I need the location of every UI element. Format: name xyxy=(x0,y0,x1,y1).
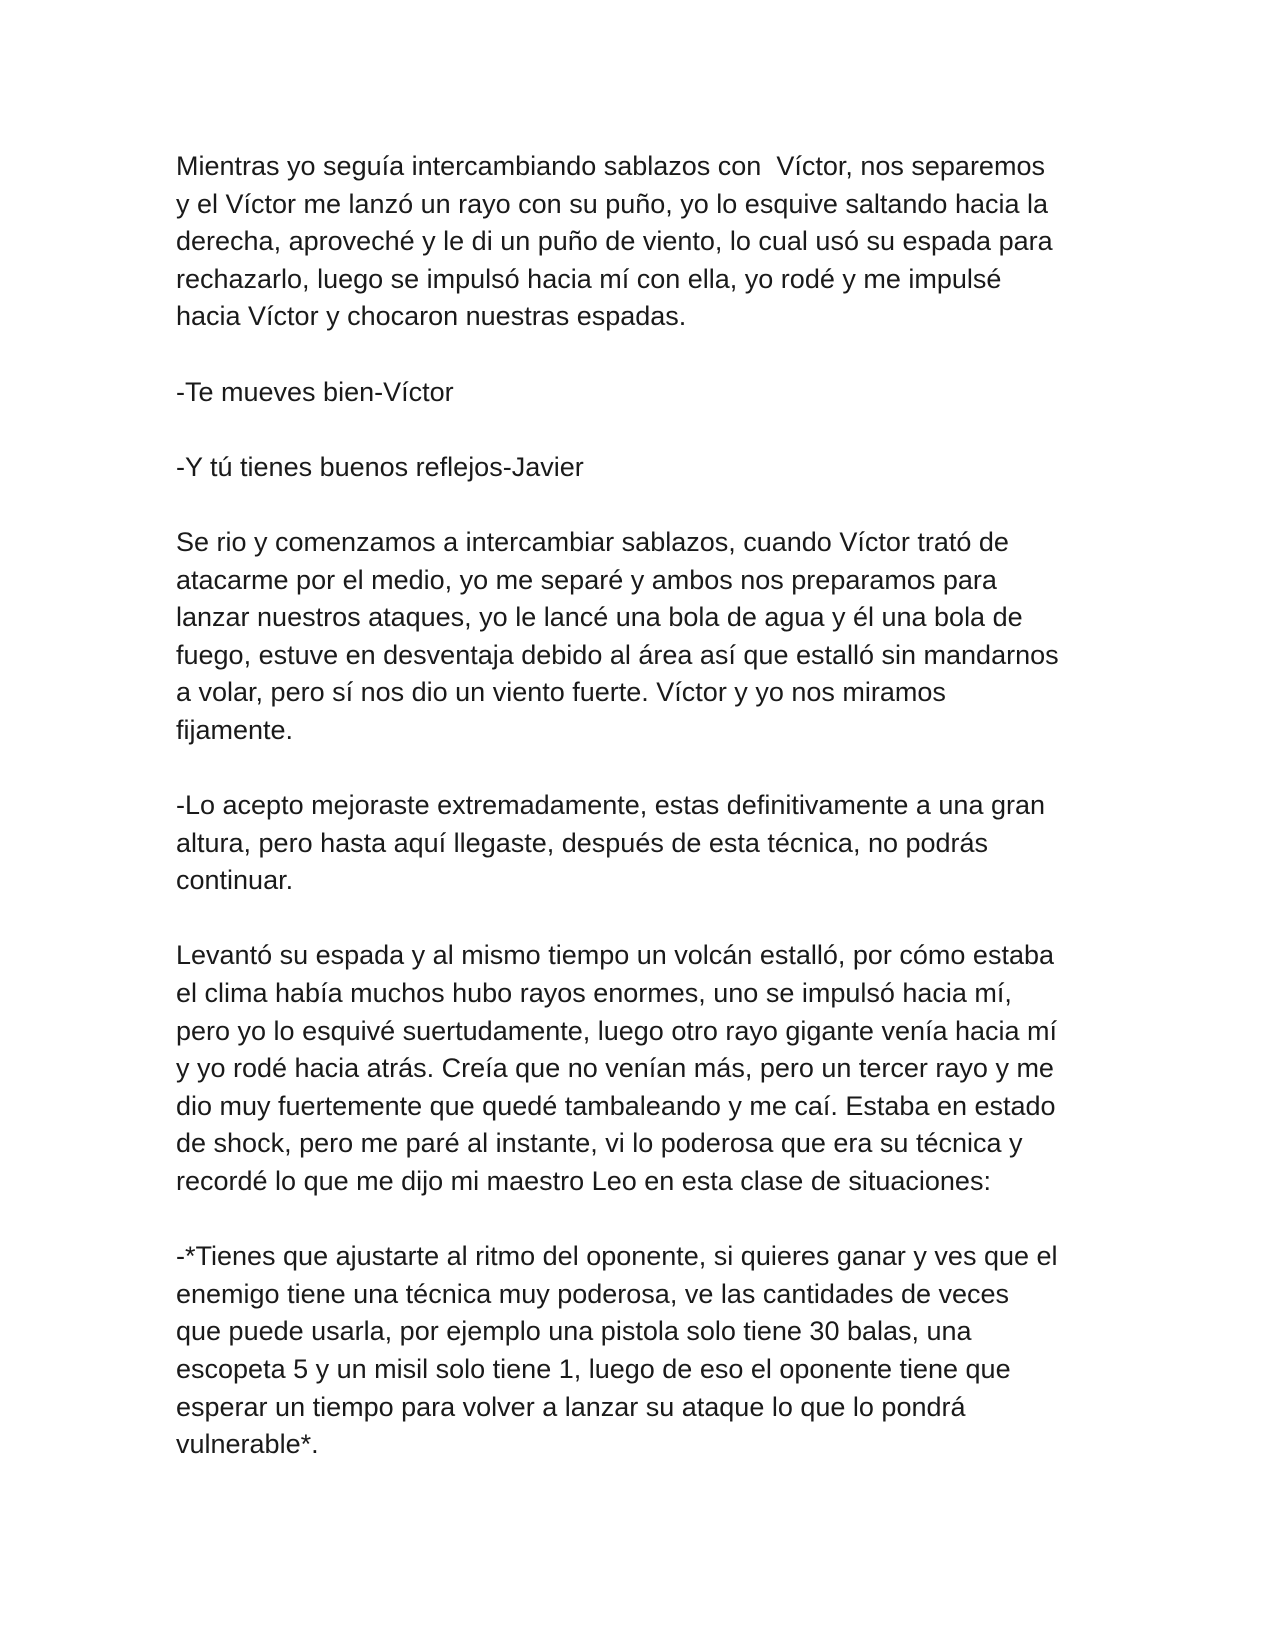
text-line: -Te mueves bien-Víctor xyxy=(176,376,454,407)
text-line: recordé lo que me dijo mi maestro Leo en esta clase de situaciones: xyxy=(176,1166,991,1197)
text-line: y el Víctor me lanzó un rayo con su puño, yo lo esquive saltando hacia la xyxy=(176,188,1049,219)
text-line: -*Tienes que ajustarte al ritmo del oponente, si quieres ganar y ves que el xyxy=(176,1241,1058,1272)
dialogue-paragraph xyxy=(176,787,1106,900)
text-line: de shock, pero me paré al instante, vi lo poderosa que era su técnica y xyxy=(176,1128,1023,1159)
text-line: el clima había muchos hubo rayos enormes, uno se impulsó hacia mí, xyxy=(176,978,1012,1009)
text-line: enemigo tiene una técnica muy poderosa, ve las cantidades de veces xyxy=(176,1278,1010,1309)
text-line: esperar un tiempo para volver a lanzar su ataque lo que lo pondrá xyxy=(176,1391,966,1422)
text-line: rechazarlo, luego se impulsó hacia mí con ella, yo rodé y me impulsé xyxy=(176,263,1002,294)
dialogue-line xyxy=(176,449,1106,487)
text-line: escopeta 5 y un misil solo tiene 1, luego de eso el oponente tiene que xyxy=(176,1354,1011,1384)
text-line: atacarme por el medio, yo me separé y ambos nos preparamos para xyxy=(176,564,997,595)
document-page xyxy=(176,148,1106,1501)
text-line: dio muy fuertemente que quedé tambaleando y me caí. Estaba en estado xyxy=(176,1090,1056,1121)
text-line: pero yo lo esquivé suertudamente, luego otro rayo gigante venía hacia mí xyxy=(176,1015,1058,1046)
paragraph xyxy=(176,524,1106,750)
text-line: altura, pero hasta aquí llegaste, después de esta técnica, no podrás xyxy=(176,827,989,858)
text-line: fijamente. xyxy=(176,714,294,745)
text-line: que puede usarla, por ejemplo una pistola solo tiene 30 balas, una xyxy=(176,1316,972,1347)
text-line: a volar, pero sí nos dio un viento fuerte. Víctor y yo nos miramos xyxy=(176,677,946,708)
text-line: lanzar nuestros ataques, yo le lancé una bola de agua y él una bola de xyxy=(176,602,1023,633)
quoted-advice-paragraph xyxy=(176,1238,1106,1464)
text-line: continuar. xyxy=(176,865,294,896)
text-line: vulnerable*. xyxy=(176,1429,319,1460)
text-line: hacia Víctor y chocaron nuestras espadas. xyxy=(176,301,687,332)
paragraph xyxy=(176,937,1106,1200)
text-line: fuego, estuve en desventaja debido al área así que estalló sin mandarnos xyxy=(176,639,1059,670)
text-line: -Lo acepto mejoraste extremadamente, estas definitivamente a una gran xyxy=(176,790,1045,821)
text-line: Mientras yo seguía intercambiando sablazos con Víctor, nos separemos xyxy=(176,151,1045,181)
text-line: -Y tú tienes buenos reflejos-Javier xyxy=(176,451,584,482)
text-line: y yo rodé hacia atrás. Creía que no venían más, pero un tercer rayo y me xyxy=(176,1053,1054,1084)
text-line: Se rio y comenzamos a intercambiar sablazos, cuando Víctor trató de xyxy=(176,526,1009,557)
dialogue-line xyxy=(176,374,1106,412)
text-line: derecha, aproveché y le di un puño de viento, lo cual usó su espada para xyxy=(176,226,1053,257)
text-line: Levantó su espada y al mismo tiempo un volcán estalló, por cómo estaba xyxy=(176,940,1054,971)
paragraph xyxy=(176,148,1106,336)
